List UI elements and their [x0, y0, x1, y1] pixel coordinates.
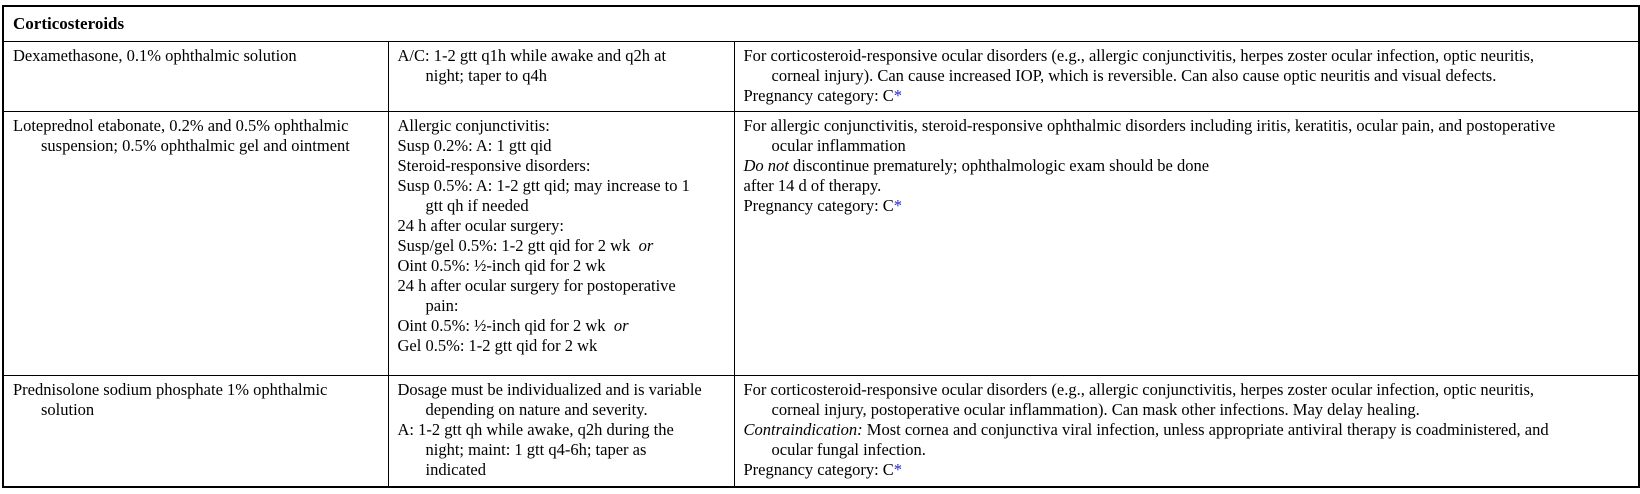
text-line: Dosage must be individualized and is variable — [397, 379, 702, 399]
text-line: Oint 0.5%: ½-inch qid for 2 wk or — [397, 315, 629, 335]
text-line: Loteprednol etabonate, 0.2% and 0.5% ophthalmic — [13, 115, 349, 135]
text-line: Pregnancy category: C* — [743, 195, 903, 215]
text-line: 24 h after ocular surgery: — [397, 215, 564, 235]
text-line: Susp 0.2%: A: 1 gtt qid — [397, 135, 552, 155]
notes-cell — [734, 375, 1639, 487]
text-line: Dexamethasone, 0.1% ophthalmic solution — [13, 45, 297, 65]
italic-text: Do not — [743, 155, 789, 175]
text-line: solution — [41, 399, 95, 419]
footnote-asterisk[interactable]: * — [893, 195, 903, 215]
table-row-loteprednol — [3, 111, 1639, 375]
drug-name-cell — [3, 41, 388, 111]
text-line: depending on nature and severity. — [425, 399, 648, 419]
drug-name-cell — [3, 375, 388, 487]
section-header-row — [3, 6, 1639, 41]
text-line: Pregnancy category: C* — [743, 85, 903, 105]
text-line: Do not discontinue prematurely; ophthalmologic exam should be done — [743, 155, 1210, 175]
text-line: Steroid-responsive disorders: — [397, 155, 591, 175]
text-line: suspension; 0.5% ophthalmic gel and ointment — [41, 135, 350, 155]
text-line: A/C: 1-2 gtt q1h while awake and q2h at — [397, 45, 667, 65]
text-line: corneal injury, postoperative ocular inflammation). Can mask other infections. May delay healing. — [771, 399, 1420, 419]
text-line: Contraindication: Most cornea and conjunctiva viral infection, unless appropriate antiviral therapy is coadministered, and — [743, 419, 1549, 439]
table-row-prednisolone — [3, 375, 1639, 487]
text-line: indicated — [425, 459, 486, 479]
text-line: ocular inflammation — [771, 135, 906, 155]
text-line: Gel 0.5%: 1-2 gtt qid for 2 wk — [397, 335, 598, 355]
text-line: Oint 0.5%: ½-inch qid for 2 wk — [397, 255, 606, 275]
italic-text: or — [613, 315, 629, 335]
italic-text: or — [638, 235, 654, 255]
text-line: Prednisolone sodium phosphate 1% ophthalmic — [13, 379, 328, 399]
text-line: Susp/gel 0.5%: 1-2 gtt qid for 2 wk or — [397, 235, 654, 255]
text-line: corneal injury). Can cause increased IOP, which is reversible. Can also cause optic neuritis and visual defects. — [771, 65, 1497, 85]
text-line: A: 1-2 gtt qh while awake, q2h during the — [397, 419, 674, 439]
drug-name-cell — [3, 111, 388, 375]
dosage-cell — [388, 41, 734, 111]
section-header-cell — [3, 6, 1639, 41]
text-line: night; maint: 1 gtt q4-6h; taper as — [425, 439, 647, 459]
text-line: gtt qh if needed — [425, 195, 529, 215]
notes-cell — [734, 41, 1639, 111]
corticosteroids-table — [2, 5, 1640, 488]
notes-cell — [734, 111, 1639, 375]
text-line: after 14 d of therapy. — [743, 175, 882, 195]
footnote-asterisk[interactable]: * — [893, 85, 903, 105]
italic-text: Contraindication: — [743, 419, 863, 439]
section-title: Corticosteroids — [13, 14, 125, 33]
dosage-cell — [388, 111, 734, 375]
text-line: Pregnancy category: C* — [743, 459, 903, 479]
text-line: For corticosteroid-responsive ocular disorders (e.g., allergic conjunctivitis, herpes zoster ocular infection, optic neuritis, — [743, 379, 1535, 399]
text-line: Susp 0.5%: A: 1-2 gtt qid; may increase to 1 — [397, 175, 690, 195]
footnote-asterisk[interactable]: * — [893, 459, 903, 479]
text-line: Allergic conjunctivitis: — [397, 115, 550, 135]
text-line: ocular fungal infection. — [771, 439, 926, 459]
text-line: For allergic conjunctivitis, steroid-responsive ophthalmic disorders including iritis, keratitis, ocular pain, and postoperative — [743, 115, 1556, 135]
dosage-cell — [388, 375, 734, 487]
text-line: For corticosteroid-responsive ocular disorders (e.g., allergic conjunctivitis, herpes zoster ocular infection, optic neuritis, — [743, 45, 1535, 65]
text-line: night; taper to q4h — [425, 65, 547, 85]
table-row-dexamethasone — [3, 41, 1639, 111]
text-line: 24 h after ocular surgery for postoperative — [397, 275, 676, 295]
text-line: pain: — [425, 295, 459, 315]
